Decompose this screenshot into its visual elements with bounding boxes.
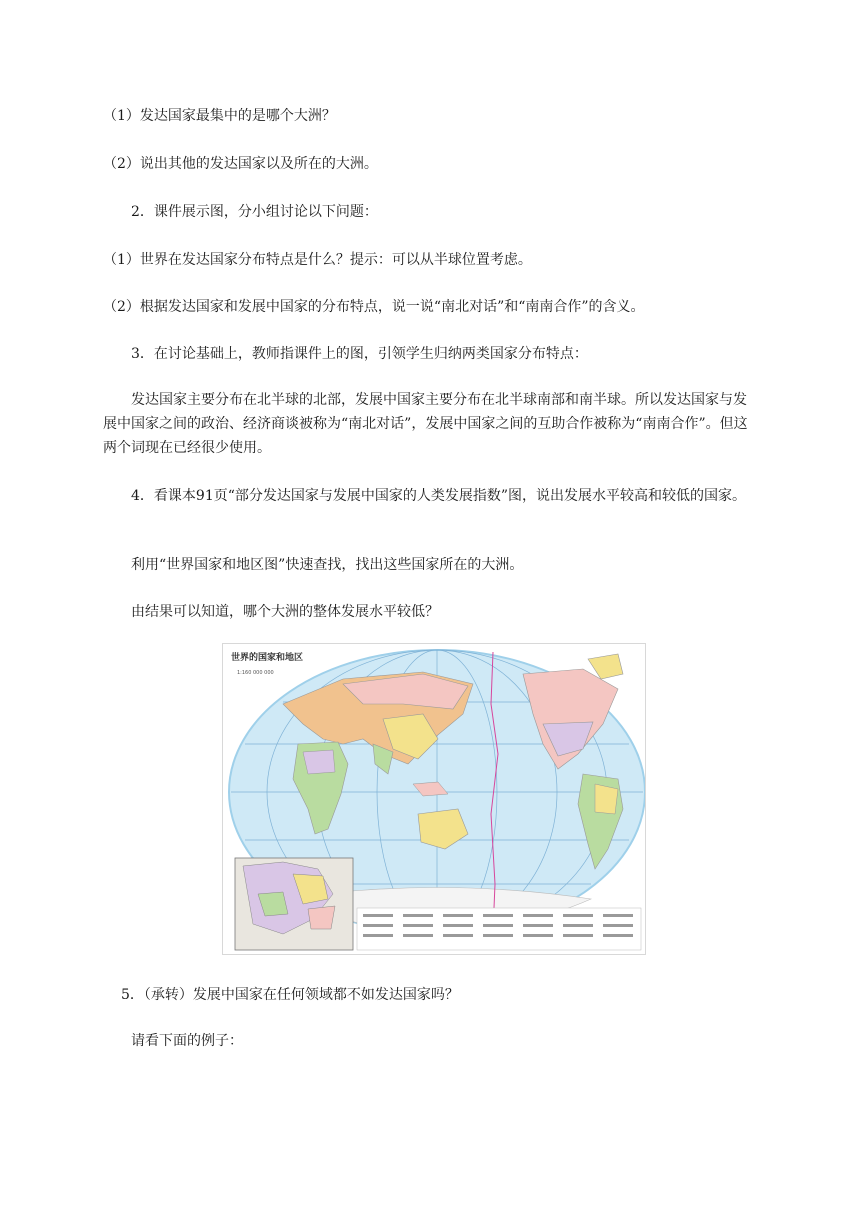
step-3-heading: 3．在讨论基础上，教师指课件上的图，引领学生归纳两类国家分布特点：: [131, 346, 588, 362]
step-2-question-1: （1）世界在发达国家分布特点是什么？提示：可以从半球位置考虑。: [103, 252, 532, 268]
world-map-svg: [223, 644, 645, 954]
north-africa-land: [303, 750, 335, 774]
inset-land-4: [308, 906, 335, 929]
step-2-heading: 2．课件展示图，分小组讨论以下问题：: [131, 204, 378, 220]
example-paragraph: 请看下面的例子：: [131, 1033, 243, 1049]
step-2-question-2: （2）根据发达国家和发展中国家的分布特点，说一说“南北对话”和“南南合作”的含义。: [103, 299, 645, 315]
step-4-paragraph: 4．看课本91页“部分发达国家与发展中国家的人类发展指数”图，说出发展水平较高和较低的国家。: [131, 488, 747, 504]
brazil-land: [595, 784, 618, 814]
lookup-paragraph: 利用“世界国家和地区图”快速查找，找出这些国家所在的大洲。: [131, 557, 524, 573]
conclusion-question: 由结果可以知道，哪个大洲的整体发展水平较低？: [131, 604, 439, 620]
world-political-map: [222, 643, 646, 955]
map-scale: 1:160 000 000: [237, 670, 274, 676]
question-2: （2）说出其他的发达国家以及所在的大洲。: [103, 156, 378, 172]
map-title: 世界的国家和地区: [231, 653, 304, 663]
step-5-paragraph: 5．（承转）发展中国家在任何领域都不如发达国家吗？: [121, 987, 459, 1003]
question-1: （1）发达国家最集中的是哪个大洲？: [103, 108, 336, 124]
summary-paragraph: 发达国家主要分布在北半球的北部，发展中国家主要分布在北半球南部和南半球。所以发达国家与发展中国家之间的政治、经济商谈被称为“南北对话”，发展中国家之间的互助合作被称为“南南合作”。但这两个词现在已经很少使用。: [103, 392, 748, 456]
